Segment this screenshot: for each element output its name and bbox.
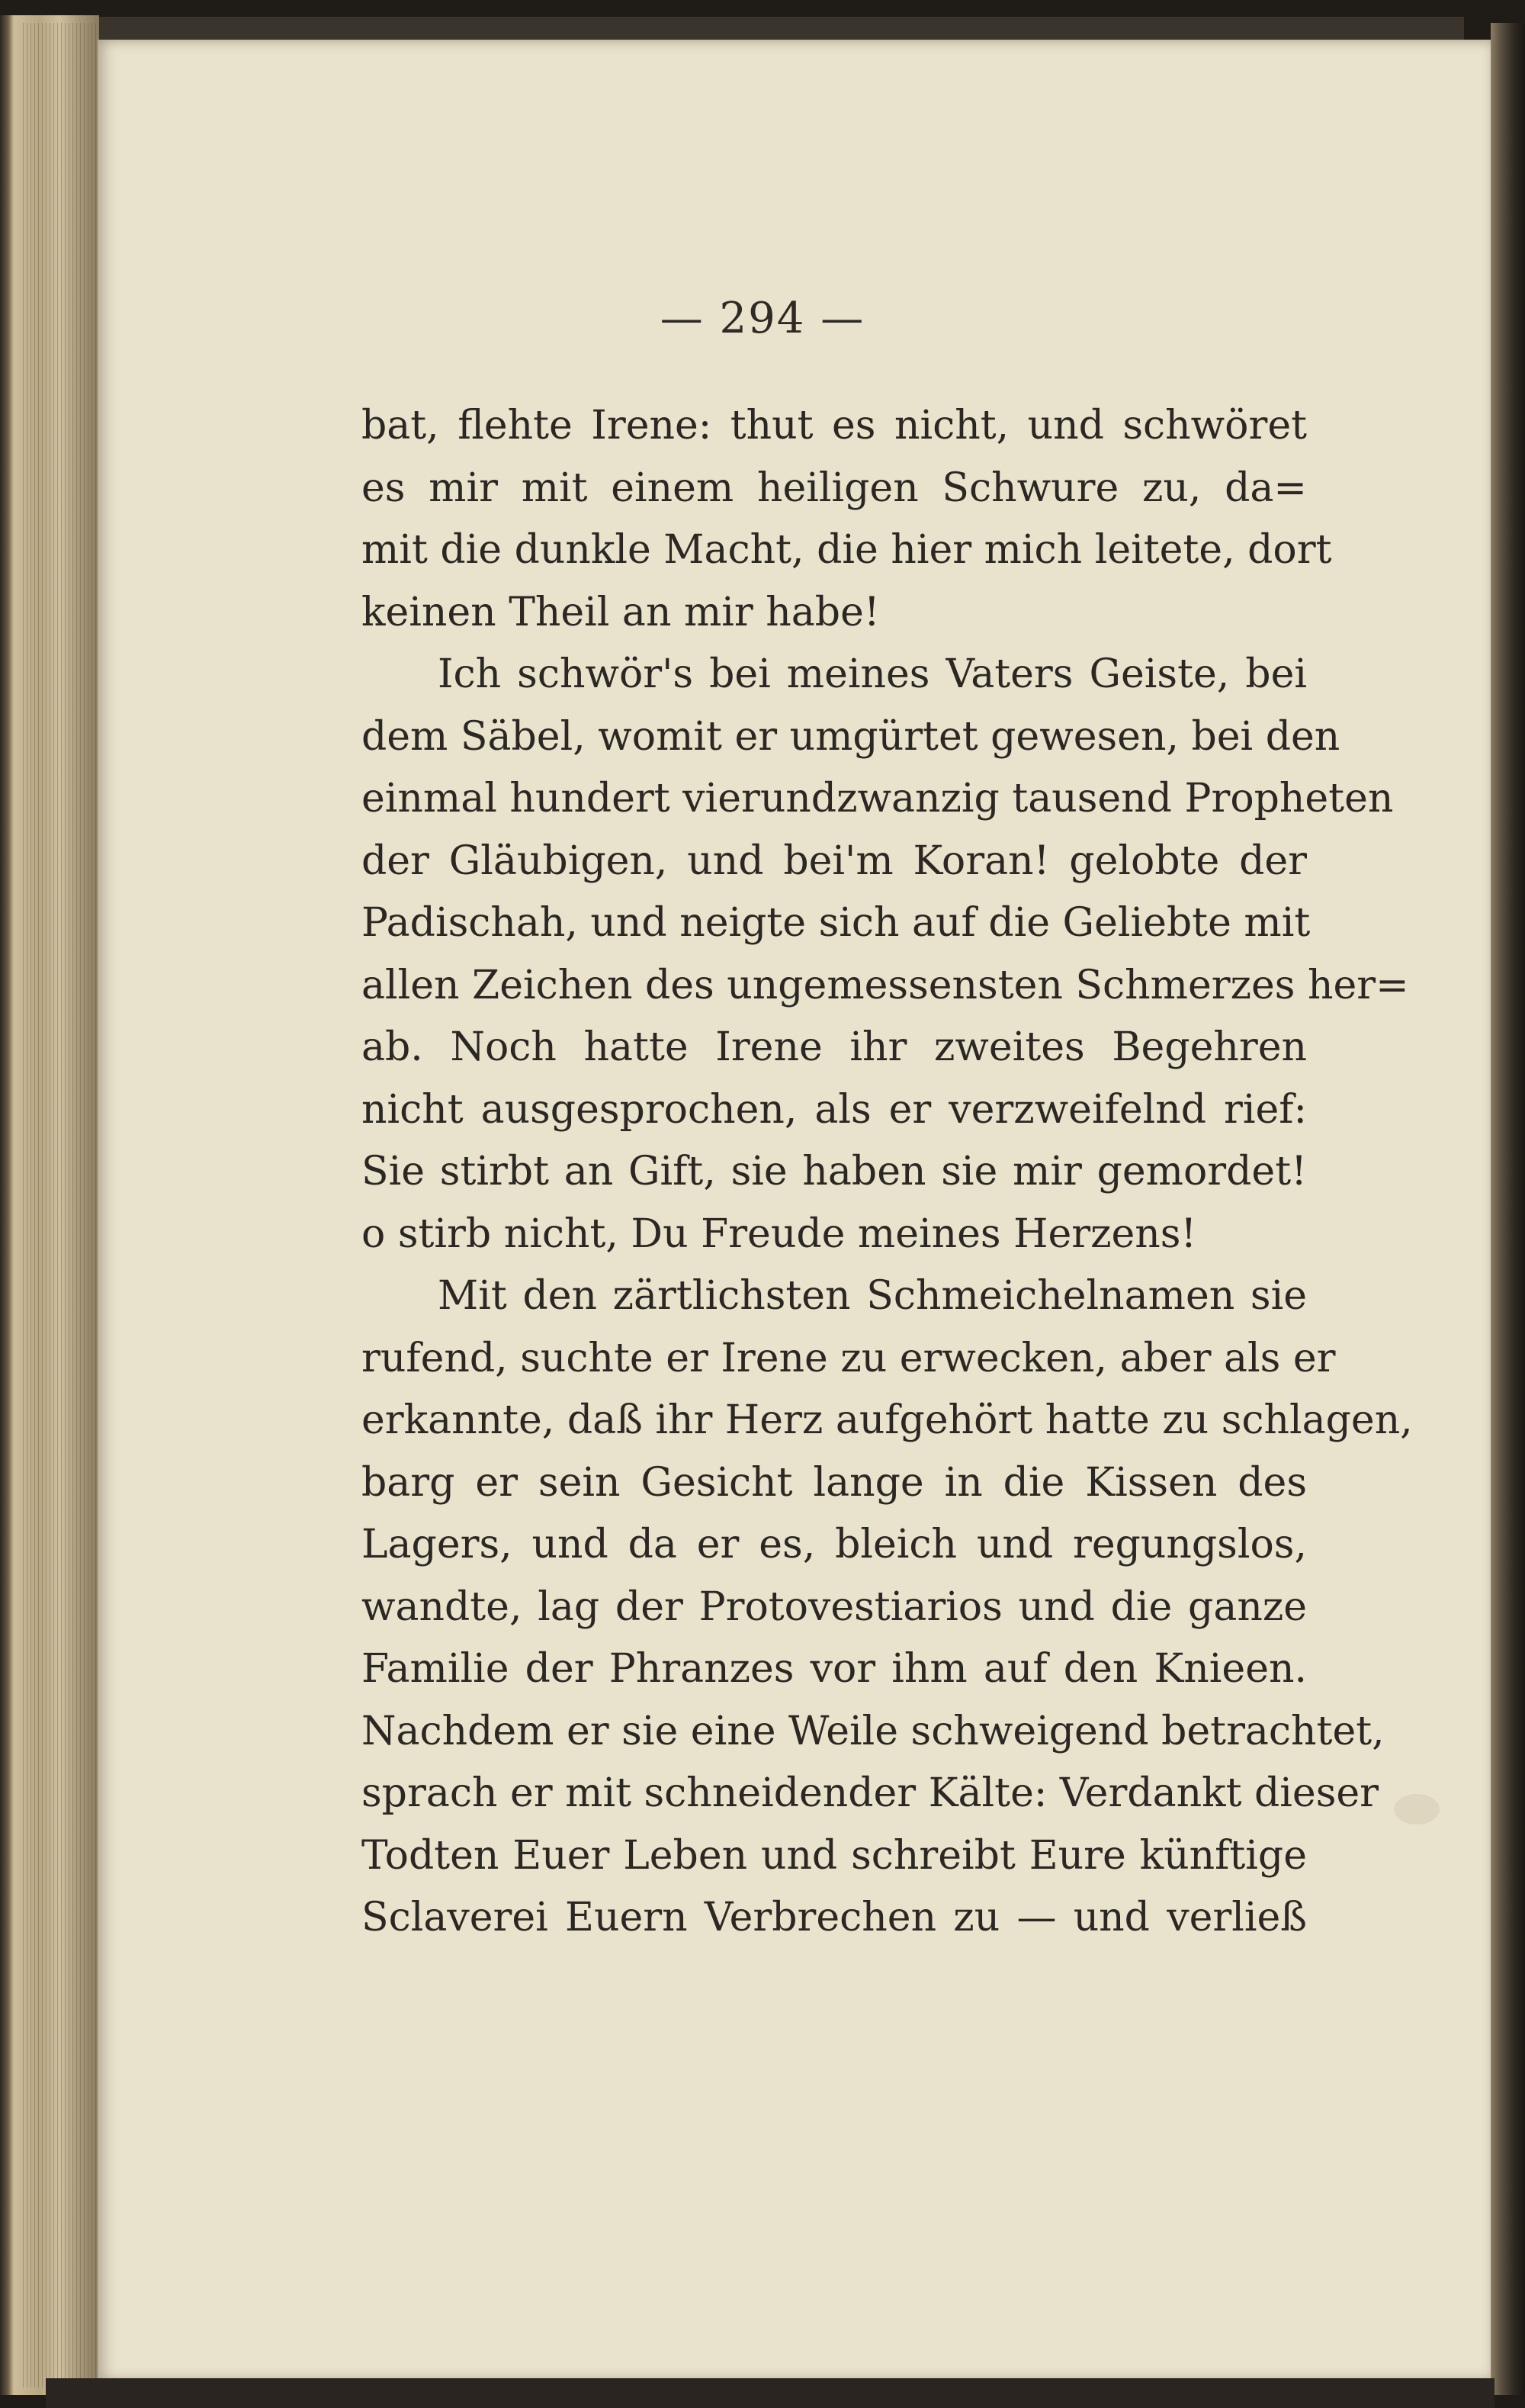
text-line: Todten Euer Leben und schreibt Eure künftige (361, 1832, 1307, 1879)
text-line: keinen Theil an mir habe! (361, 589, 880, 635)
text-line: Sclaverei Euern Verbrechen zu — und verließ (361, 1895, 1307, 1940)
text-line: Ich schwör's bei meines Vaters Geiste, bei (438, 651, 1307, 697)
text-line: es mir mit einem heiligen Schwure zu, da= (361, 465, 1307, 511)
text-line: Padischah, und neigte sich auf die Geliebte mit (361, 900, 1311, 946)
body-text (361, 395, 1413, 1950)
text-line: Nachdem er sie eine Weile schweigend betrachtet, (361, 1708, 1385, 1754)
scan-top-border (30, 17, 1464, 41)
text-line: erkannte, daß ihr Herz aufgehört hatte zu schlagen, (361, 1397, 1413, 1443)
text-line: mit die dunkle Macht, die hier mich leitete, dort (361, 527, 1332, 573)
text-line: allen Zeichen des ungemessensten Schmerzes her= (361, 962, 1409, 1008)
text-line: bat, flehte Irene: thut es nicht, und schwöret (361, 403, 1307, 448)
text-line: einmal hundert vierundzwanzig tausend Propheten (361, 776, 1394, 821)
paper-stain (1394, 1794, 1440, 1824)
text-line: Familie der Phranzes vor ihm auf den Knieen. (361, 1646, 1307, 1692)
book-right-edge (1491, 23, 1525, 2395)
text-line: der Gläubigen, und bei'm Koran! gelobte der (361, 837, 1307, 884)
text-line: barg er sein Gesicht lange in die Kissen des (361, 1459, 1307, 1506)
text-line: Mit den zärtlichsten Schmeichelnamen sie (438, 1273, 1307, 1319)
text-line: wandte, lag der Protovestiarios und die ganze (361, 1583, 1307, 1630)
text-line: rufend, suchte er Irene zu erwecken, aber als er (361, 1335, 1336, 1381)
text-line: Lagers, und da er es, bleich und regungslos, (361, 1522, 1307, 1567)
page-number: — 294 — (660, 294, 865, 343)
text-line: nicht ausgesprochen, als er verzweifelnd rief: (361, 1086, 1307, 1133)
text-line: dem Säbel, womit er umgürtet gewesen, bei den (361, 713, 1340, 760)
text-line: ab. Noch hatte Irene ihr zweites Begehren (361, 1024, 1307, 1070)
page-stack (23, 23, 99, 2387)
text-line: o stirb nicht, Du Freude meines Herzens! (361, 1210, 1197, 1257)
scan-bottom-border (46, 2378, 1494, 2408)
text-line: Sie stirbt an Gift, sie haben sie mir gemordet! (361, 1149, 1307, 1194)
text-line: sprach er mit schneidender Kälte: Verdankt dieser (361, 1770, 1379, 1816)
